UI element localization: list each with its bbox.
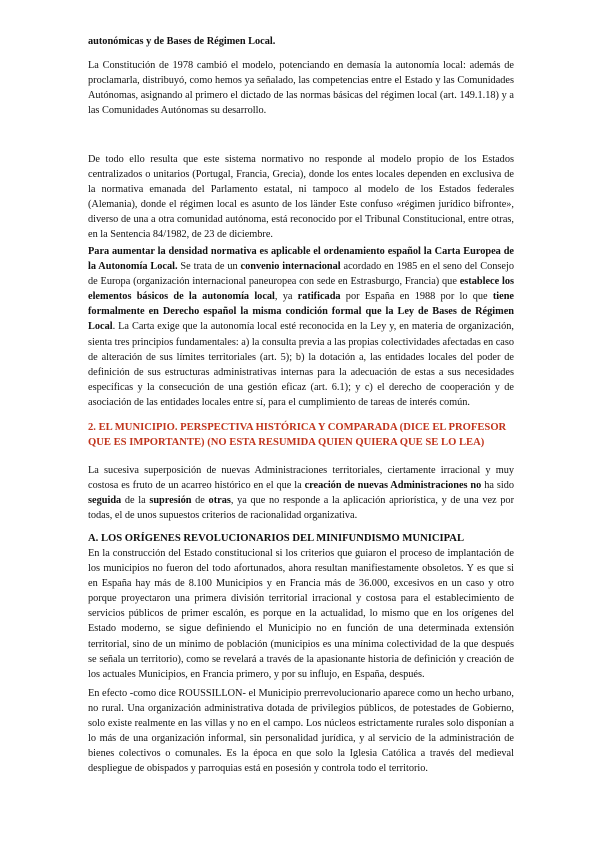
paragraph-sistema-normativo: De todo ello resulta que este sistema normativo no responde al modelo propio de los Estados centralizados o unitarios (Portugal, Francia, Grecia), donde los entes locales dependen en exclusiva de la normativa emanada del Parlamento estatal, ni tampoco al modelo de los Estados federales (Alemania), donde el régimen local es asunto de los länder Este confuso «régimen jurídico bifronte», diverso de una a otra comunidad autónoma, está reconocido por el Tribunal Constitucional, entre otras, en la Sentencia 84/1982, de 23 de diciembre. [88, 154, 514, 241]
bold-run: creación de nuevas Administraciones no [304, 480, 482, 492]
bold-run: convenio internacional [240, 261, 341, 273]
paragraph-roussillon: En efecto -como dice ROUSSILLON- el Municipio prerrevolucionario aparece como un hecho urbano, no rural. Una organización administrativa dotada de privilegios públicos, de potestades de Gobierno, solo existe realmente en las villas y no en el campo. Los núcleos estrictamente rurales solo disponían a lo más de una organización informal, sin personalidad jurídica, y al servicio de la administración de bienes colectivos o comunales. Es la época en que solo la Iglesia Católica a través del medieval despliegue de obispados y parroquias está en posesión y controla todo el territorio. [88, 688, 514, 775]
text-run: , ya [274, 291, 298, 303]
text-run: , ya que no responde a la aplicación apriorística, y de una vez por todas, el de unos supuestos criterios de racionalidad organizativa. [88, 495, 514, 522]
paragraph-constitucion-1978: La Constitución de 1978 cambió el modelo, potenciando en demasía la autonomía local: además de proclamarla, distribuyó, como hemos ya señalado, las competencias entre el Estado y las Comunidades Autónomas, asignando al primero el dictado de las normas básicas del régimen local (art. 149.1.18) y a las Comunidades Autónomas su desarrollo. [88, 60, 514, 117]
text-run: ha sido [481, 480, 514, 492]
text-run: de [191, 495, 209, 507]
section-2-title: 2. EL MUNICIPIO. PERSPECTIVA HISTÓRICA Y COMPARADA (DICE EL PROFESOR QUE ES IMPORTANTE) (NO ESTA RESUMIDA QUIEN QUIERA QUE SE LO LEA) [88, 422, 507, 449]
text-run: por España en 1988 por lo que [340, 291, 493, 303]
bold-run: establece los elementos básicos de la autonomía local [88, 276, 515, 303]
text-run: acordado en 1985 en el seno del Consejo de Europa (organización internacional paneuropea con sede en Estrasburgo, Francia) que [88, 261, 514, 288]
bold-run: supresión [149, 495, 192, 507]
section-a-title: A. LOS ORÍGENES REVOLUCIONARIOS DEL MINIFUNDISMO MUNICIPAL [88, 533, 465, 544]
bold-run: seguida [88, 495, 122, 507]
paragraph-construccion-estado: En la construcción del Estado constitucional si los criterios que guiaron el proceso de implantación de los municipios no fueron del todo afortunados, ahora resultan manifiestamente obsoletos. Y es que si en España hay más de 8.100 Municipios y en Francia más de 36.000, excesivos en un caso y otro porque proyectaron una primera división territorial irracional y costosa para el establecimiento de servicios públicos de primer escalón, es porque en la actualidad, lo mismo que en los orígenes del Estado moderno, se sigue definiendo el Municipio no en función de una determinada extensión territorial, sino de un mínimo de población (municipios es una mínima colectividad de la que después se señala un territorio), como se revelará a través de la apasionante historia de definición y creación de los actuales Municipios, en Francia primero, y por su influjo, en España, después. [88, 548, 514, 680]
text-run: de la [121, 495, 150, 507]
heading-continuation: autonómicas y de Bases de Régimen Local. [88, 36, 276, 47]
paragraph-carta-europea [88, 244, 514, 410]
bold-run: tiene formalmente en Derecho español la misma condición formal que la Ley de Bases de Régimen Local [88, 291, 514, 333]
text-run: Se trata de un [177, 261, 241, 273]
bold-run: ratificada [297, 291, 341, 303]
carta-europea-lead: Para aumentar la densidad normativa es aplicable el ordenamiento español la Carta Europea de la Autonomía Local. [88, 246, 514, 273]
bold-run: otras [208, 495, 231, 507]
text-run: La sucesiva superposición de nuevas Administraciones territoriales, ciertamente irracional y muy costosa es fruto de un acarreo histórico en el que la [88, 465, 514, 492]
text-run: . La Carta exige que la autonomía local esté reconocida en la Ley y, en materia de organización, sienta tres principios fundamentales: a) la consulta previa a las propias colectividades afectadas en caso de alteración de sus límites territoriales (art. 5); b) la dotación a, las entidades locales del poder de definición de sus estructuras administrativas internas para la adecuación de estas a sus necesidades específicas y la consecución de una gestión eficaz (art. 6.1); y c) el derecho de cooperación y de asociación de las entidades locales entre sí, para el cumplimiento de tareas de interés común. [88, 321, 515, 408]
paragraph-superposicion [88, 463, 514, 523]
